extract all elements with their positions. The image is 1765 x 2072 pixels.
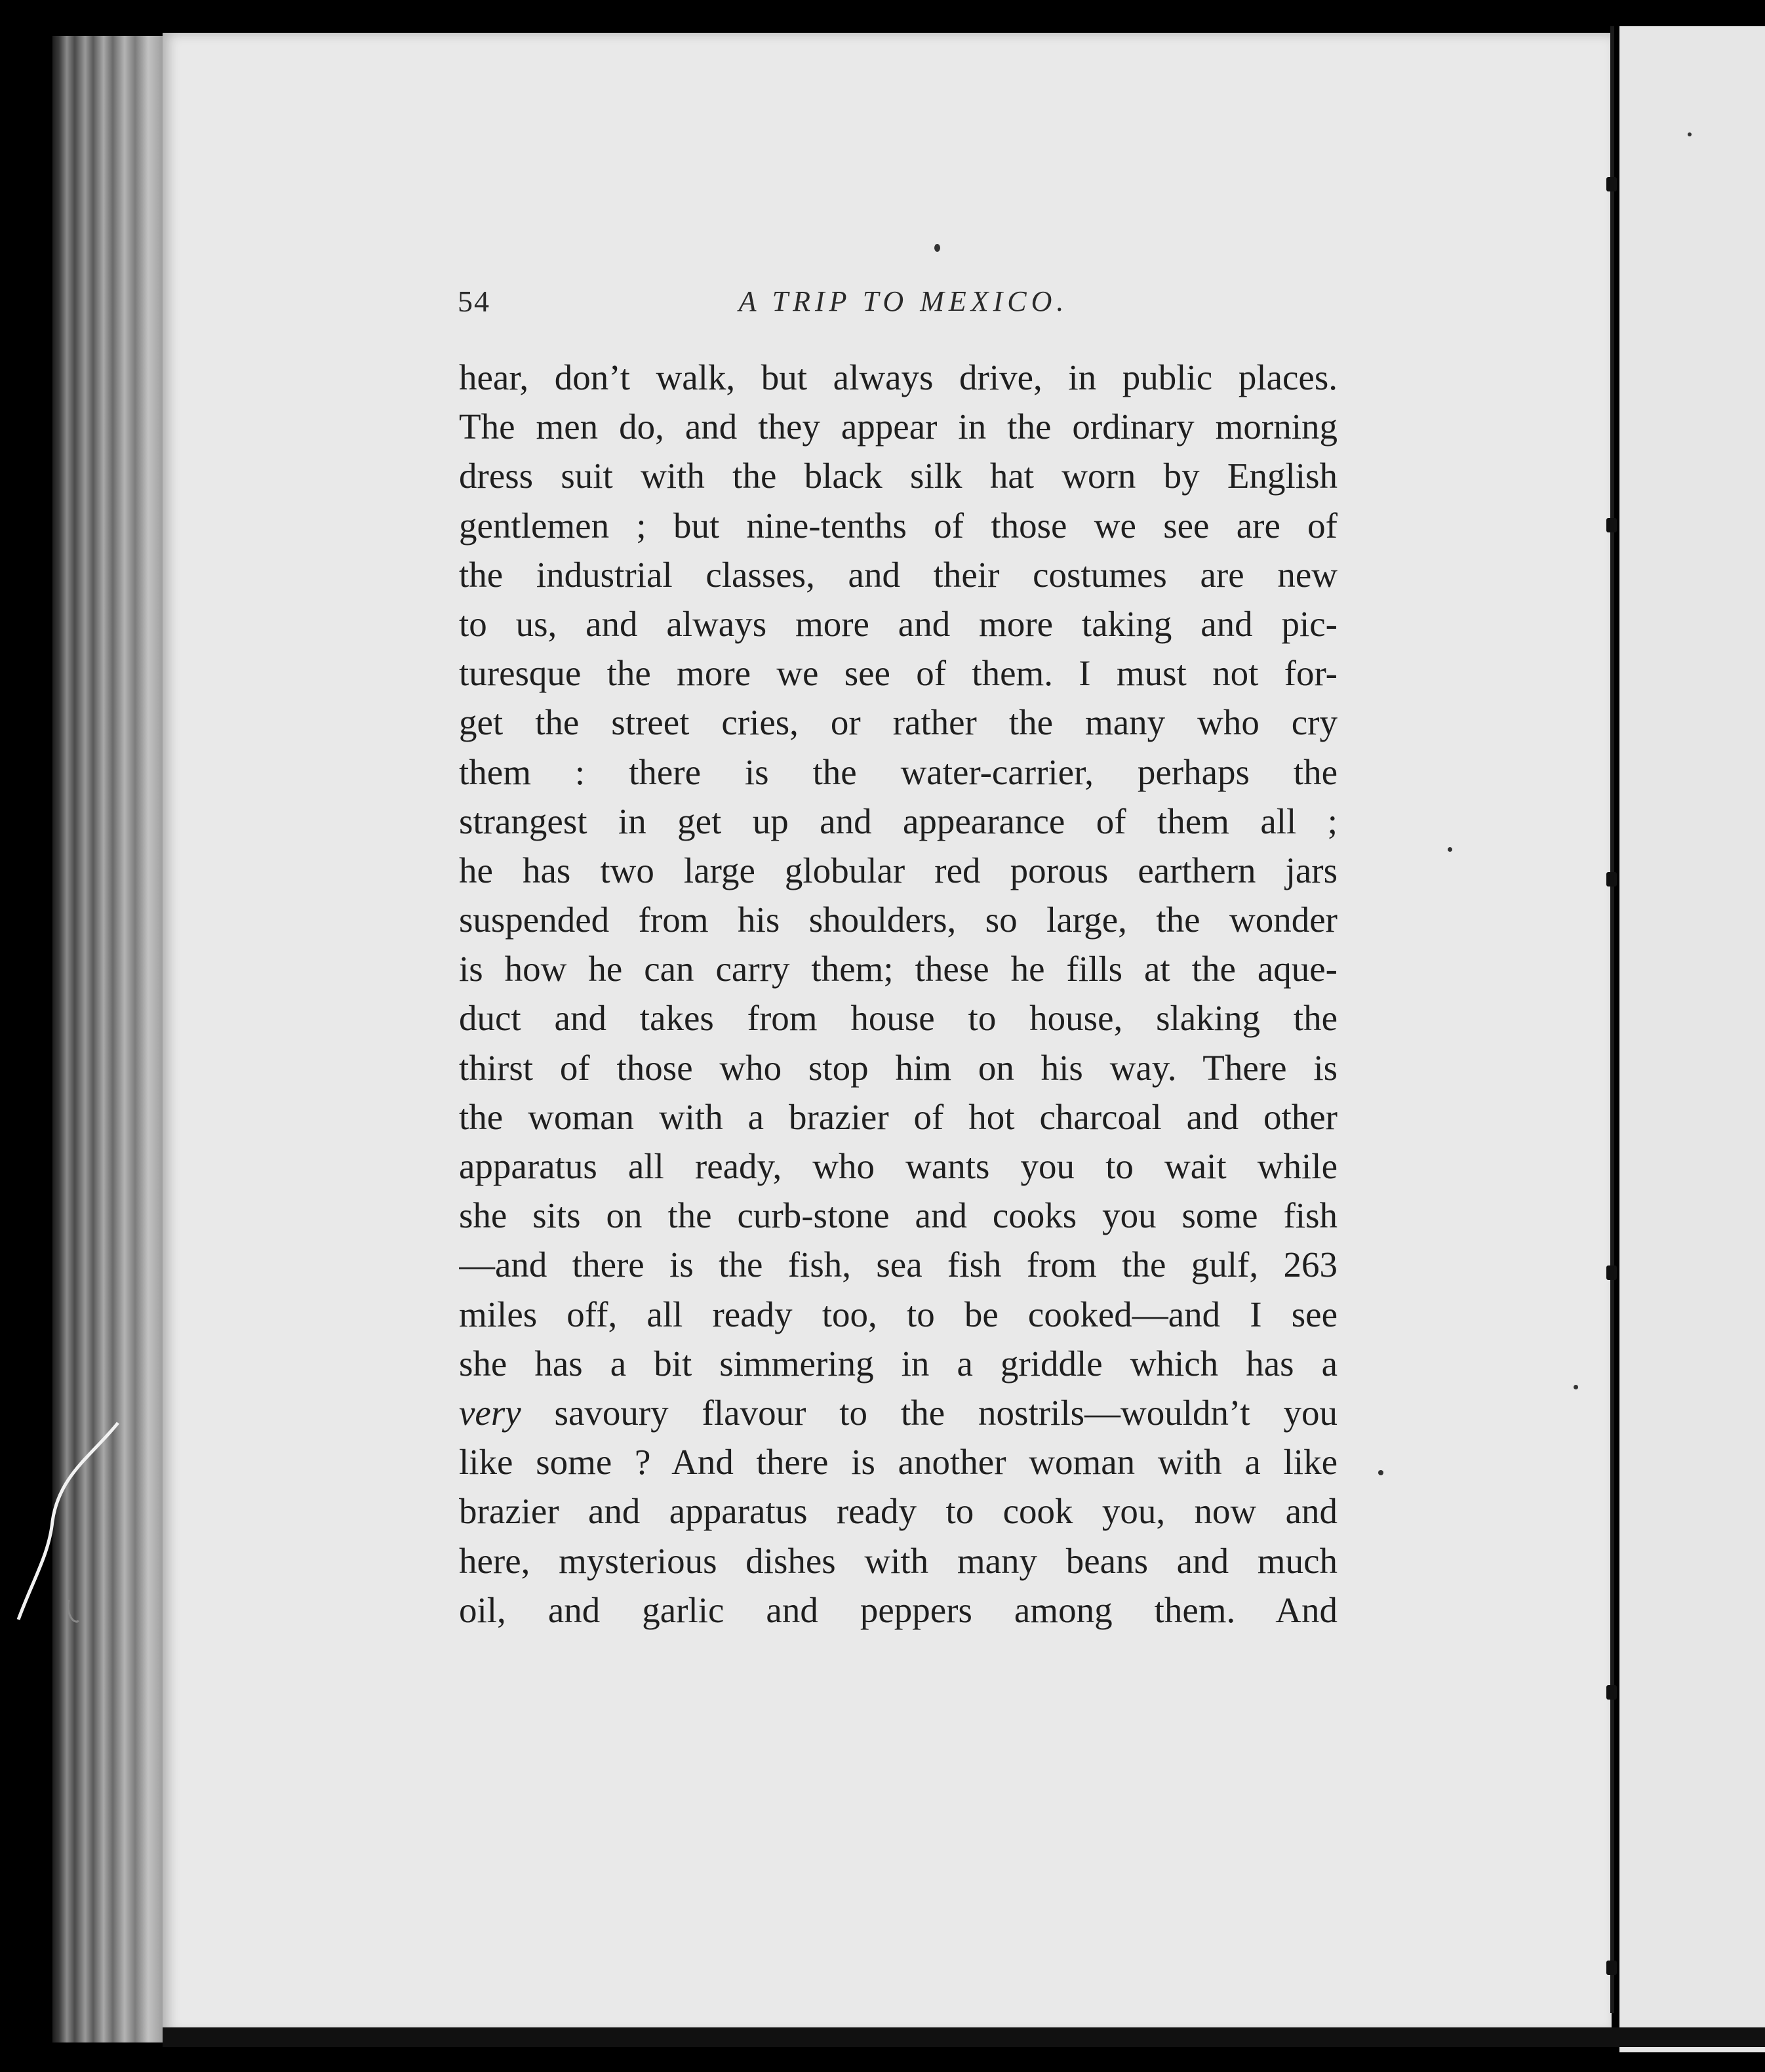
book-edge — [52, 36, 164, 2042]
text-fragment: savoury flavour to the nostrils—wouldn’t you — [521, 1392, 1338, 1433]
text-line: strangest in get up and appearance of them all ; — [459, 801, 1338, 841]
text-line: the industrial classes, and their costumes are new — [459, 554, 1338, 595]
text-line — [459, 1388, 1338, 1437]
text-line: —and there is the fish, sea fish from the gulf, 263 — [459, 1245, 1338, 1285]
text-line: like some ? And there is another woman with a like — [459, 1442, 1338, 1483]
text-line: suspended from his shoulders, so large, the wonder — [459, 900, 1338, 940]
scan-scratch — [13, 1416, 131, 1626]
gutter-mark — [1606, 1685, 1617, 1700]
gutter-mark — [1606, 177, 1617, 191]
body-text — [459, 353, 1338, 1635]
text-line: them : there is the water-carrier, perhaps the — [459, 751, 1338, 792]
gutter-mark — [1606, 518, 1617, 532]
text-line: gentlemen ; but nine-tenths of those we see are of — [459, 505, 1338, 546]
text-line: brazier and apparatus ready to cook you, now and — [459, 1491, 1338, 1532]
text-line: is how he can carry them; these he fills at the aque- — [459, 949, 1338, 989]
scan-speck — [934, 244, 940, 252]
text-line: she has a bit simmering in a griddle which has a — [459, 1343, 1338, 1384]
text-line: miles off, all ready too, to be cooked—and I see — [459, 1294, 1338, 1334]
text-line: oil, and garlic and peppers among them. And — [459, 1589, 1338, 1630]
text-line: hear, don’t walk, but always drive, in public places. — [459, 357, 1338, 397]
scan-speck — [1448, 847, 1452, 852]
gutter-mark — [1606, 1961, 1617, 1975]
gutter-mark — [1606, 872, 1617, 887]
text-line: she sits on the curb-stone and cooks you some fish — [459, 1195, 1338, 1236]
text-line: get the street cries, or rather the many who cry — [459, 702, 1338, 743]
scan-speck — [1688, 132, 1692, 136]
bottom-shadow — [163, 2027, 1765, 2047]
text-line: to us, and always more and more taking and pic- — [459, 603, 1338, 644]
italic-word: very — [459, 1392, 521, 1433]
text-line: thirst of those who stop him on his way. There is — [459, 1047, 1338, 1088]
text-line: apparatus all ready, who wants you to wait while — [459, 1146, 1338, 1186]
text-line: here, mysterious dishes with many beans and much — [459, 1540, 1338, 1581]
gutter-line — [1610, 26, 1614, 2013]
text-line: dress suit with the black silk hat worn by English — [459, 456, 1338, 496]
running-header — [458, 279, 1336, 325]
running-title: A TRIP TO MEXICO. — [738, 285, 1069, 317]
scan-speck — [1378, 1470, 1383, 1475]
gutter-mark — [1606, 1265, 1617, 1280]
scan-speck — [1574, 1385, 1578, 1389]
text-line: the woman with a brazier of hot charcoal and other — [459, 1096, 1338, 1137]
facing-page-edge — [1619, 26, 1765, 2052]
page-number: 54 — [458, 285, 490, 318]
text-line: he has two large globular red porous earthern jars — [459, 850, 1338, 890]
text-line: turesque the more we see of them. I must not for- — [459, 653, 1338, 694]
text-line: The men do, and they appear in the ordinary morning — [459, 407, 1338, 447]
text-line: duct and takes from house to house, slaking the — [459, 998, 1338, 1039]
